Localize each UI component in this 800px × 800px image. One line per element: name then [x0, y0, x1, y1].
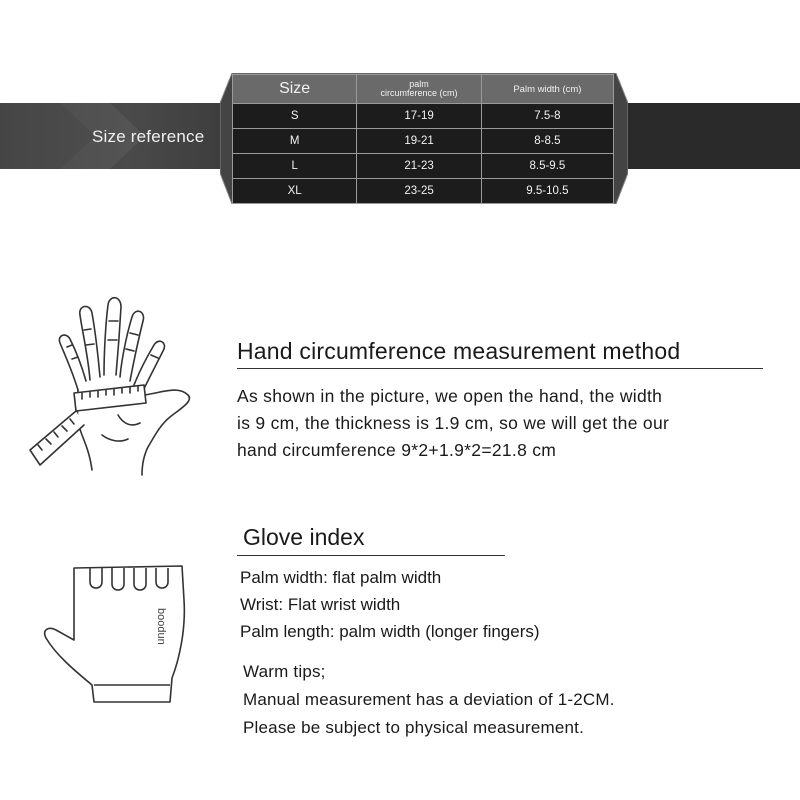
header-palm-circumference: [357, 75, 482, 104]
header-palm-width: Palm width (cm): [481, 75, 613, 104]
glove-brand-mark: boodun: [155, 608, 167, 645]
tips-line: Manual measurement has a deviation of 1-2CM.: [243, 690, 615, 709]
cell-size: M: [233, 129, 357, 154]
hand-text-line: is 9 cm, the thickness is 1.9 cm, so we will get the our: [237, 413, 670, 433]
hand-text-line: As shown in the picture, we open the hand, the width: [237, 386, 663, 406]
header-circumference-line1: palm: [409, 79, 429, 89]
cell-size: S: [233, 104, 357, 129]
tips-line: Warm tips;: [243, 662, 326, 681]
hand-section-text: [237, 383, 777, 464]
cell-width: 8-8.5: [481, 129, 613, 154]
table-row: [233, 154, 614, 179]
cell-width: 8.5-9.5: [481, 154, 613, 179]
size-reference-label: Size reference: [92, 127, 205, 146]
cell-width: 7.5-8: [481, 104, 613, 129]
hand-text-line: hand circumference 9*2+1.9*2=21.8 cm: [237, 440, 557, 460]
glove-illustration: [34, 560, 194, 710]
table-row: [233, 129, 614, 154]
cell-circumference: 23-25: [357, 179, 482, 204]
header-size: Size: [233, 75, 357, 104]
cell-width: 9.5-10.5: [481, 179, 613, 204]
tips-line: Please be subject to physical measurement.: [243, 718, 585, 737]
size-table: [232, 74, 614, 204]
size-table-header-row: [233, 75, 614, 104]
hand-measurement-illustration: [20, 285, 210, 485]
size-reference-banner: [0, 0, 800, 220]
cell-circumference: 19-21: [357, 129, 482, 154]
table-row: [233, 104, 614, 129]
glove-index-list: [240, 564, 540, 645]
hand-section-title: Hand circumference measurement method: [237, 338, 681, 364]
glove-index-item: Palm length: palm width (longer fingers): [240, 622, 540, 641]
hand-title-underline: [237, 368, 763, 369]
cell-circumference: 17-19: [357, 104, 482, 129]
cell-circumference: 21-23: [357, 154, 482, 179]
table-row: [233, 179, 614, 204]
glove-section-title: Glove index: [243, 524, 365, 550]
cell-size: L: [233, 154, 357, 179]
glove-index-item: Palm width: flat palm width: [240, 568, 442, 587]
warm-tips: [243, 658, 615, 742]
glove-title-underline: [237, 555, 505, 556]
glove-index-item: Wrist: Flat wrist width: [240, 595, 401, 614]
header-circumference-line2: circumference (cm): [380, 88, 458, 98]
cell-size: XL: [233, 179, 357, 204]
